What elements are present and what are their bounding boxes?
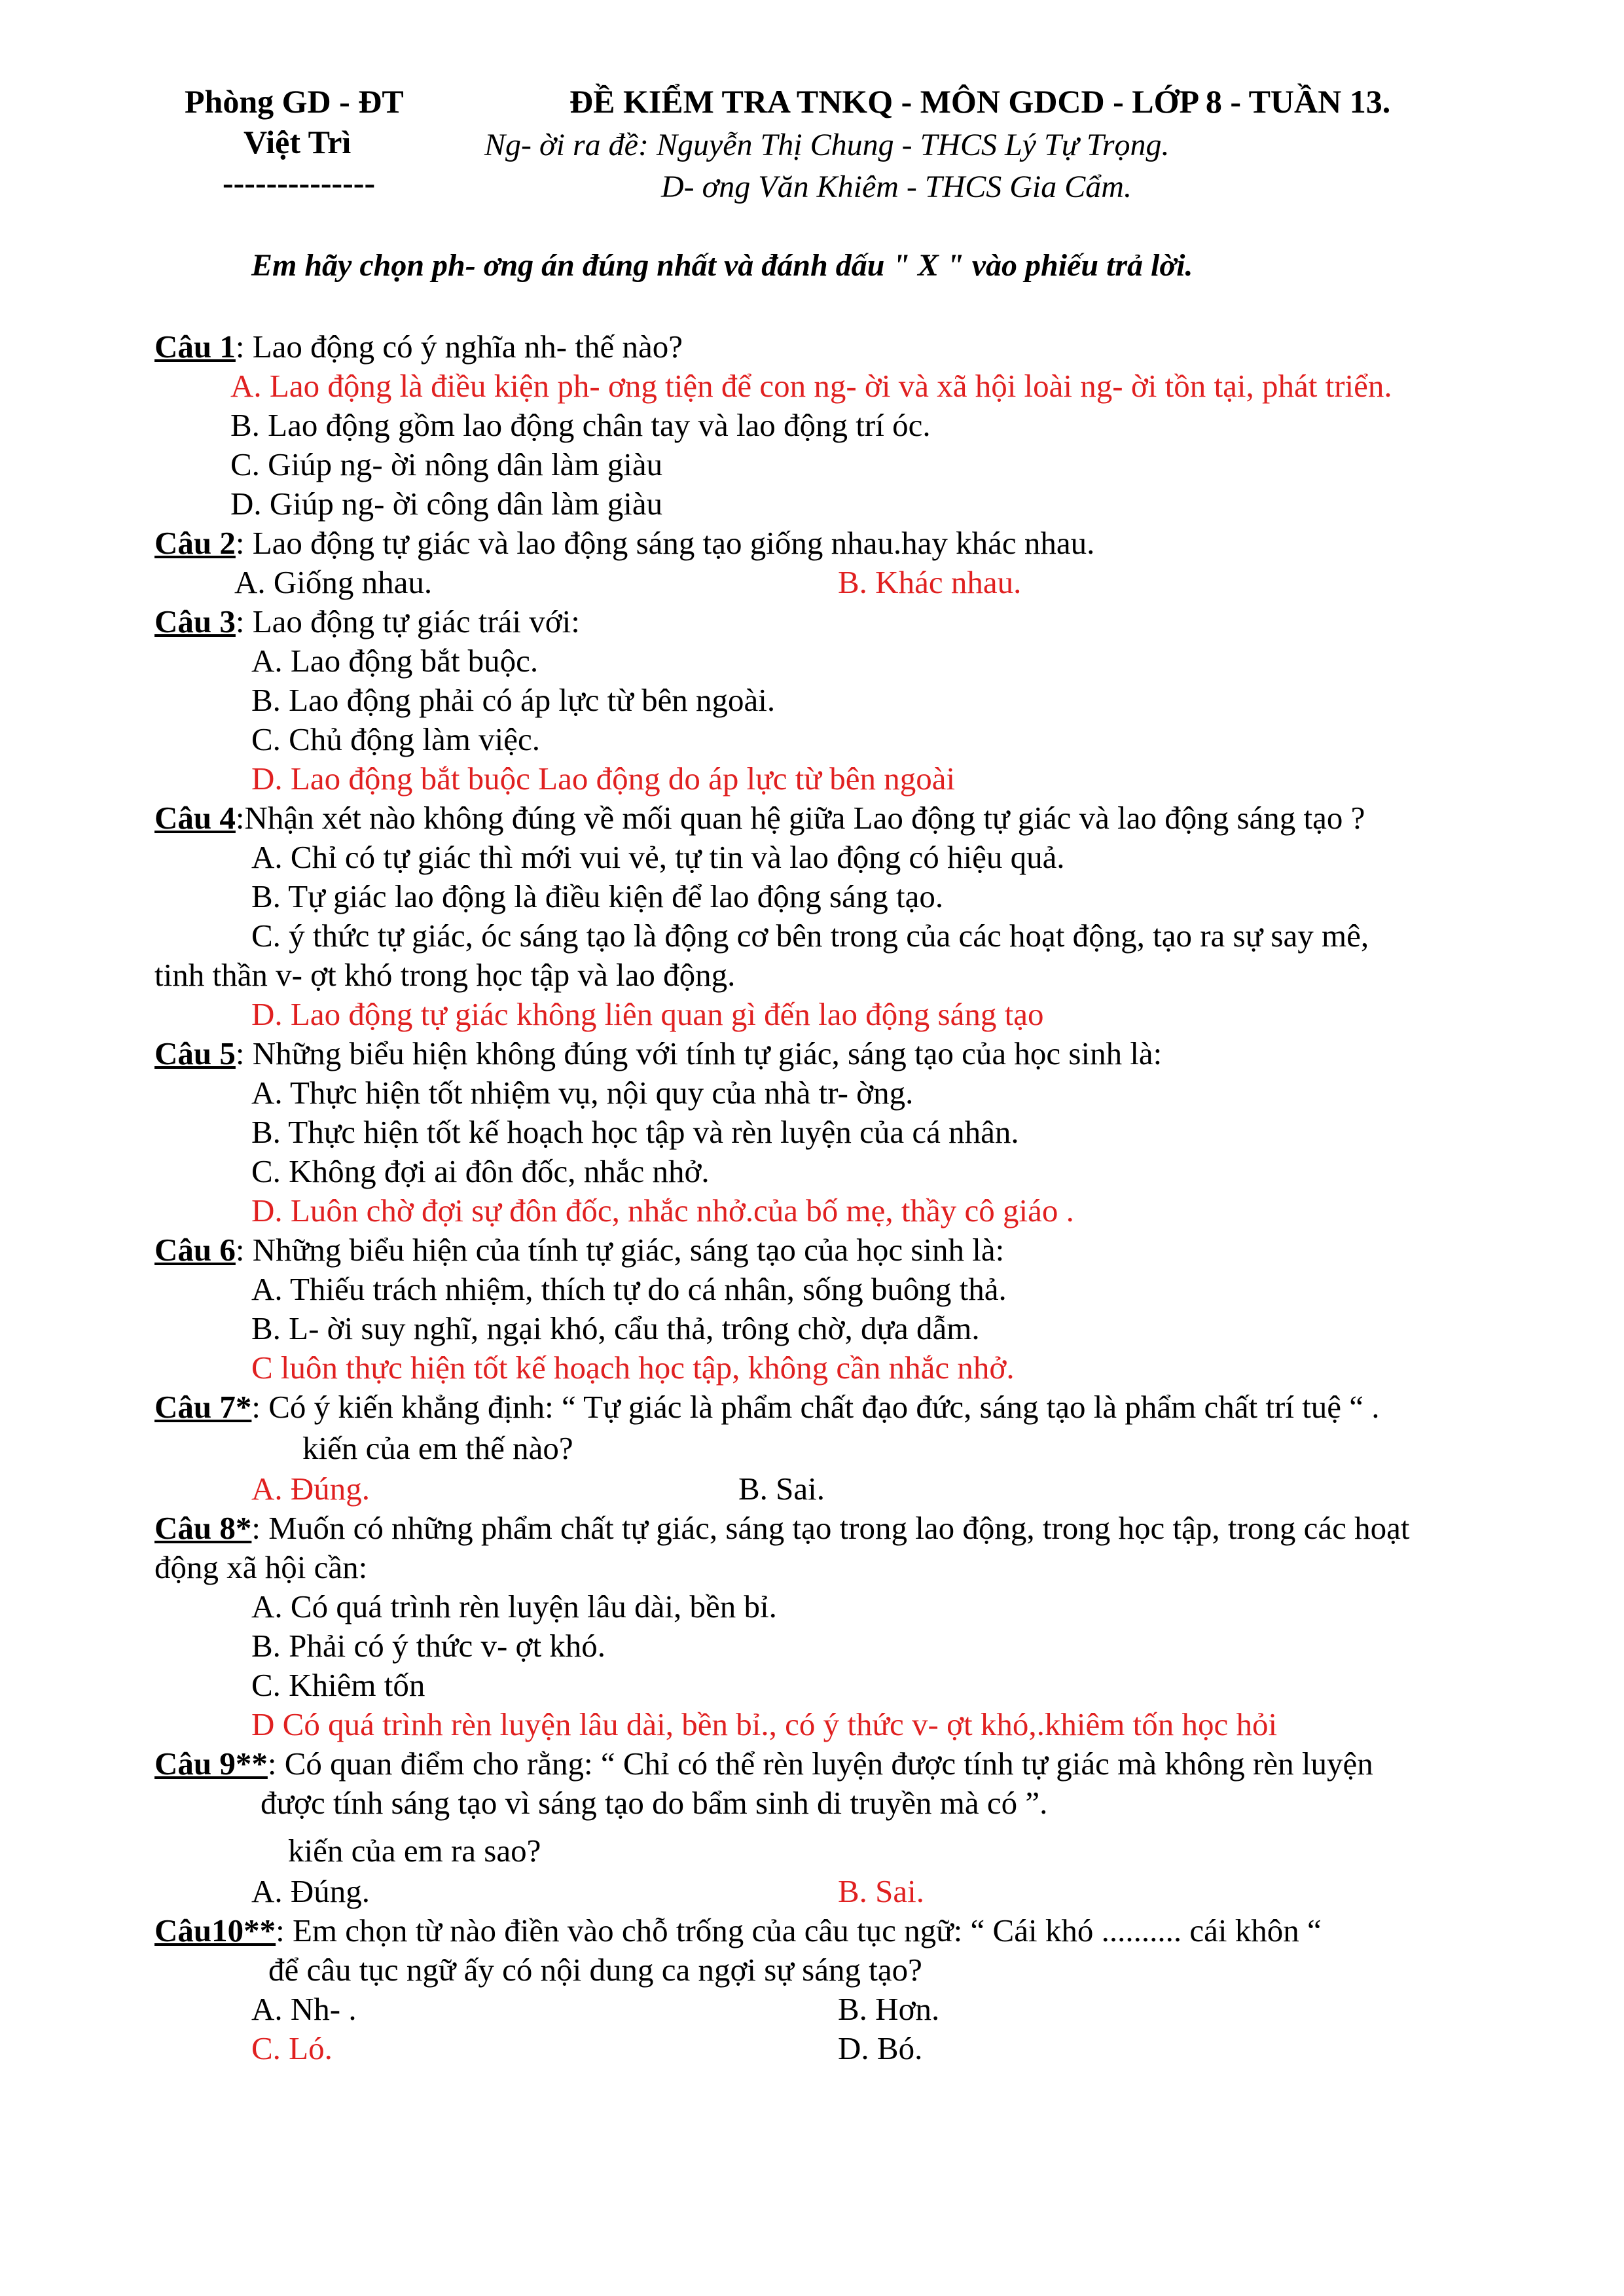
- q9-option-b: B. Sai.: [838, 1873, 925, 1909]
- q4-option-b: B. Tự giác lao động là điều kiện để lao động sáng tạo.: [251, 878, 944, 914]
- q4-option-c-cont: tinh thần v- ợt khó trong học tập và lao động.: [154, 957, 736, 993]
- question-label: Câu 9**: [154, 1746, 268, 1782]
- question-4: [154, 802, 1365, 834]
- q5-option-d: D. Luôn chờ đợi sự đôn đốc, nhắc nhở.của bố mẹ, thầy cô giáo .: [251, 1193, 1074, 1229]
- question-10: [154, 1914, 1322, 1946]
- question-text: : Có ý kiến khẳng định: “ Tự giác là phẩm chất đạo đức, sáng tạo là phẩm chất trí tuệ “ .: [251, 1389, 1380, 1425]
- q7-option-a: A. Đúng.: [251, 1471, 370, 1507]
- question-text: :Nhận xét nào không đúng về mối quan hệ giữa Lao động tự giác và lao động sáng tạo ?: [235, 800, 1365, 836]
- question-label: Câu 4: [154, 800, 236, 836]
- q3-option-a: A. Lao động bắt buộc.: [251, 643, 539, 679]
- q6-option-c: C luôn thực hiện tốt kế hoạch học tập, không cần nhắc nhở.: [251, 1350, 1015, 1386]
- question-text: : Lao động có ý nghĩa nh- thế nào?: [235, 329, 683, 365]
- q2-option-a: A. Giống nhau.: [234, 564, 433, 600]
- question-label: Câu 8*: [154, 1510, 252, 1546]
- question-text: : Những biểu hiện không đúng với tính tự giác, sáng tạo của học sinh là:: [235, 1035, 1163, 1071]
- page-title: ĐỀ KIỂM TRA TNKQ - MÔN GDCD - LỚP 8 - TUẦN 13.: [569, 83, 1391, 120]
- q4-option-a: A. Chỉ có tự giác thì mới vui vẻ, tự tin và lao động có hiệu quả.: [251, 839, 1065, 875]
- question-text: : Những biểu hiện của tính tự giác, sáng tạo của học sinh là:: [235, 1232, 1005, 1268]
- q8-option-d: D Có quá trình rèn luyện lâu dài, bền bỉ., có ý thức v- ợt khó,.khiêm tốn học hỏi: [251, 1706, 1278, 1742]
- q8-option-c: C. Khiêm tốn: [251, 1667, 425, 1703]
- q9-continuation-2: kiến của em ra sao?: [288, 1833, 541, 1869]
- question-2: [154, 527, 1094, 559]
- question-text: : Có quan điểm cho rằng: “ Chỉ có thể rèn luyện được tính tự giác mà không rèn luyện: [267, 1746, 1373, 1782]
- q8-option-a: A. Có quá trình rèn luyện lâu dài, bền bỉ.: [251, 1588, 777, 1624]
- q8-continuation: động xã hội cần:: [154, 1549, 368, 1585]
- q10-option-c: C. Ló.: [251, 2030, 333, 2066]
- q10-option-d: D. Bó.: [838, 2030, 923, 2066]
- q4-option-c: C. ý thức tự giác, óc sáng tạo là động cơ bên trong của các hoạt động, tạo ra sự say mê,: [251, 918, 1369, 954]
- instruction: Em hãy chọn ph- ơng án đúng nhất và đánh dấu " X " vào phiếu trả lời.: [251, 248, 1193, 283]
- q5-option-a: A. Thực hiện tốt nhiệm vụ, nội quy của nhà tr- ờng.: [251, 1075, 914, 1111]
- office-name-line1: Phòng GD - ĐT: [185, 83, 404, 120]
- q5-option-c: C. Không đợi ai đôn đốc, nhắc nhở.: [251, 1153, 710, 1189]
- q2-option-b: B. Khác nhau.: [838, 564, 1022, 600]
- question-6: [154, 1234, 1004, 1266]
- q6-option-b: B. L- ời suy nghĩ, ngại khó, cẩu thả, trông chờ, dựa dẫm.: [251, 1310, 980, 1346]
- question-3: [154, 605, 580, 637]
- office-rule: --------------: [223, 164, 376, 201]
- office-name-line2: Việt Trì: [244, 124, 352, 160]
- q1-option-b: B. Lao động gồm lao động chân tay và lao động trí óc.: [230, 407, 931, 443]
- q10-continuation: để câu tục ngữ ấy có nội dung ca ngợi sự sáng tạo?: [268, 1952, 922, 1988]
- q10-option-a: A. Nh- .: [251, 1991, 357, 2027]
- question-5: [154, 1037, 1162, 1069]
- q10-option-b: B. Hơn.: [838, 1991, 940, 2027]
- author-line-1: Ng- ời ra đề: Nguyễn Thị Chung - THCS Lý Tự Trọng.: [484, 128, 1170, 162]
- question-1: [154, 331, 683, 363]
- q7-option-b: B. Sai.: [738, 1471, 825, 1507]
- q4-option-d: D. Lao động tự giác không liên quan gì đến lao động sáng tạo: [251, 996, 1044, 1032]
- q1-option-a: A. Lao động là điều kiện ph- ơng tiện để con ng- ời và xã hội loài ng- ời tồn tại, phát triển.: [230, 368, 1392, 404]
- question-label: Câu 2: [154, 525, 236, 561]
- question-label: Câu 3: [154, 603, 236, 639]
- question-7: [154, 1391, 1380, 1423]
- question-9: [154, 1748, 1373, 1780]
- question-label: Câu10**: [154, 1912, 276, 1948]
- question-label: Câu 1: [154, 329, 236, 365]
- q9-option-a: A. Đúng.: [251, 1873, 370, 1909]
- q7-continuation: kiến của em thế nào?: [302, 1430, 573, 1466]
- author-line-2: D- ơng Văn Khiêm - THCS Gia Cẩm.: [661, 170, 1132, 204]
- q9-continuation: được tính sáng tạo vì sáng tạo do bẩm sinh di truyền mà có ”.: [261, 1785, 1048, 1821]
- question-8: [154, 1512, 1409, 1544]
- q3-option-b: B. Lao động phải có áp lực từ bên ngoài.: [251, 682, 776, 718]
- question-text: : Em chọn từ nào điền vào chỗ trống của câu tục ngữ: “ Cái khó .......... cái khôn “: [276, 1912, 1322, 1948]
- question-text: : Lao động tự giác trái với:: [235, 603, 580, 639]
- question-label: Câu 7*: [154, 1389, 252, 1425]
- question-text: : Lao động tự giác và lao động sáng tạo giống nhau.hay khác nhau.: [235, 525, 1095, 561]
- question-label: Câu 5: [154, 1035, 236, 1071]
- q1-option-d: D. Giúp ng- ời công dân làm giàu: [230, 486, 663, 522]
- q8-option-b: B. Phải có ý thức v- ợt khó.: [251, 1628, 606, 1664]
- q6-option-a: A. Thiếu trách nhiệm, thích tự do cá nhân, sống buông thả.: [251, 1271, 1007, 1307]
- q3-option-d: D. Lao động bắt buộc Lao động do áp lực từ bên ngoài: [251, 761, 956, 797]
- q5-option-b: B. Thực hiện tốt kế hoạch học tập và rèn luyện của cá nhân.: [251, 1114, 1019, 1150]
- q3-option-c: C. Chủ động làm việc.: [251, 721, 540, 757]
- q1-option-c: C. Giúp ng- ời nông dân làm giàu: [230, 446, 663, 482]
- question-text: : Muốn có những phẩm chất tự giác, sáng tạo trong lao động, trong học tập, trong các hoạt: [251, 1510, 1410, 1546]
- question-label: Câu 6: [154, 1232, 236, 1268]
